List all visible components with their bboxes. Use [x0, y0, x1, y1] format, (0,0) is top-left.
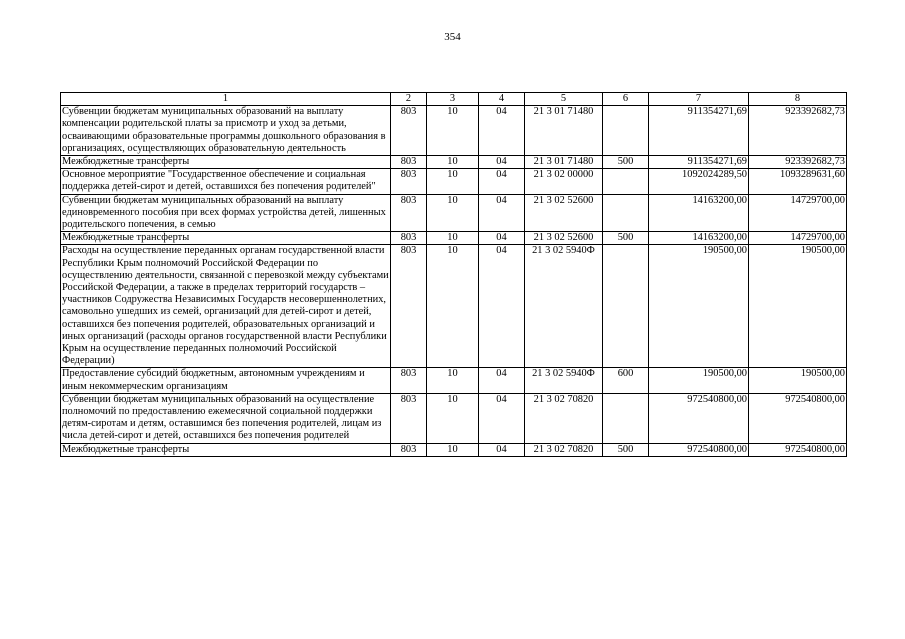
row-amount-7: 190500,00	[649, 368, 749, 393]
row-name: Межбюджетные трансферты	[61, 232, 391, 245]
table-row	[61, 245, 847, 368]
row-name: Межбюджетные трансферты	[61, 443, 391, 456]
row-code-3: 10	[427, 245, 479, 368]
table-row	[61, 393, 847, 443]
row-code-4: 04	[479, 106, 525, 156]
row-name: Основное мероприятие "Государственное обеспечение и социальная поддержка детей-сирот и детей, оставшихся без попечения родителей"	[61, 169, 391, 194]
row-code-2: 803	[391, 443, 427, 456]
row-amount-7: 14163200,00	[649, 194, 749, 232]
table-row	[61, 368, 847, 393]
row-name: Предоставление субсидий бюджетным, автономным учреждениям и иным некоммерческим организациям	[61, 368, 391, 393]
row-name: Межбюджетные трансферты	[61, 156, 391, 169]
row-code-4: 04	[479, 169, 525, 194]
row-code-2: 803	[391, 106, 427, 156]
row-name: Субвенции бюджетам муниципальных образований на выплату единовременного пособия при всех формах устройства детей, лишенных родительского попечения, в семью	[61, 194, 391, 232]
row-code-6	[603, 245, 649, 368]
header-col-8: 8	[749, 93, 847, 106]
row-code-5: 21 3 02 5940Ф	[525, 368, 603, 393]
row-code-6	[603, 393, 649, 443]
row-amount-8: 190500,00	[749, 368, 847, 393]
table-row	[61, 232, 847, 245]
row-code-6	[603, 194, 649, 232]
row-code-2: 803	[391, 232, 427, 245]
header-col-5: 5	[525, 93, 603, 106]
row-code-3: 10	[427, 368, 479, 393]
row-amount-8: 923392682,73	[749, 106, 847, 156]
row-code-6	[603, 169, 649, 194]
row-code-3: 10	[427, 169, 479, 194]
row-code-4: 04	[479, 232, 525, 245]
row-code-4: 04	[479, 156, 525, 169]
row-amount-7: 911354271,69	[649, 156, 749, 169]
header-col-3: 3	[427, 93, 479, 106]
row-code-3: 10	[427, 232, 479, 245]
row-code-2: 803	[391, 245, 427, 368]
table-row	[61, 169, 847, 194]
table-row	[61, 106, 847, 156]
row-amount-8: 14729700,00	[749, 232, 847, 245]
budget-table	[60, 92, 847, 457]
row-code-6: 500	[603, 156, 649, 169]
row-amount-7: 1092024289,50	[649, 169, 749, 194]
row-amount-8: 14729700,00	[749, 194, 847, 232]
row-code-6	[603, 106, 649, 156]
row-code-6: 600	[603, 368, 649, 393]
header-row	[61, 93, 847, 106]
header-col-7: 7	[649, 93, 749, 106]
row-code-4: 04	[479, 194, 525, 232]
row-code-5: 21 3 02 52600	[525, 232, 603, 245]
row-amount-8: 972540800,00	[749, 393, 847, 443]
row-code-6: 500	[603, 232, 649, 245]
row-code-3: 10	[427, 194, 479, 232]
header-col-4: 4	[479, 93, 525, 106]
row-name: Расходы на осуществление переданных органам государственной власти Республики Крым полномочий Российской Федерации по осуществлению деятельности, связанной с перевозкой между субъектами Российской Федерации, а также в пределах территорий государств – участников Содружества Независимых Государств несовершеннолетних, самовольно ушедших из семей, организаций для детей-сирот и детей, оставшихся без попечения родителей, образовательных организаций и иных организаций (расходы органов государственной власти Республики Крым на осуществление переданных полномочий Российской Федерации)	[62, 245, 389, 367]
row-code-5: 21 3 01 71480	[525, 106, 603, 156]
row-code-5: 21 3 02 70820	[525, 443, 603, 456]
row-code-2: 803	[391, 156, 427, 169]
row-code-4: 04	[479, 443, 525, 456]
row-code-2: 803	[391, 368, 427, 393]
row-code-5: 21 3 02 70820	[525, 393, 603, 443]
row-code-2: 803	[391, 169, 427, 194]
row-code-2: 803	[391, 194, 427, 232]
row-code-4: 04	[479, 368, 525, 393]
row-amount-8: 923392682,73	[749, 156, 847, 169]
page-number: 354	[444, 31, 461, 43]
row-code-5: 21 3 02 52600	[525, 194, 603, 232]
row-code-3: 10	[427, 393, 479, 443]
row-code-5: 21 3 01 71480	[525, 156, 603, 169]
header-col-2: 2	[391, 93, 427, 106]
row-code-3: 10	[427, 443, 479, 456]
header-col-1: 1	[61, 93, 391, 106]
row-amount-7: 911354271,69	[649, 106, 749, 156]
row-amount-7: 972540800,00	[649, 393, 749, 443]
row-code-3: 10	[427, 156, 479, 169]
row-code-5: 21 3 02 5940Ф	[525, 245, 603, 368]
table-row	[61, 156, 847, 169]
row-amount-7: 14163200,00	[649, 232, 749, 245]
row-code-2: 803	[391, 393, 427, 443]
row-code-6: 500	[603, 443, 649, 456]
row-name: Субвенции бюджетам муниципальных образований на осуществление полномочий по предоставлению ежемесячной социальной поддержки детям-сиротам и детям, оставшимся без попечения родителей, лицам из числа детей-сирот и детей, оставшихся без попечения родителей	[61, 393, 391, 443]
table-row	[61, 443, 847, 456]
row-amount-8: 1093289631,60	[749, 169, 847, 194]
table-row	[61, 194, 847, 232]
row-code-3: 10	[427, 106, 479, 156]
header-col-6: 6	[603, 93, 649, 106]
row-amount-8: 972540800,00	[749, 443, 847, 456]
row-code-4: 04	[479, 393, 525, 443]
row-amount-7: 972540800,00	[649, 443, 749, 456]
row-code-5: 21 3 02 00000	[525, 169, 603, 194]
row-code-4: 04	[479, 245, 525, 368]
row-amount-8: 190500,00	[749, 245, 847, 368]
row-amount-7: 190500,00	[649, 245, 749, 368]
row-name: Субвенции бюджетам муниципальных образований на выплату компенсации родительской платы за присмотр и уход за детьми, осваивающими образовательные программы дошкольного образования в организациях, осуществляющих образовательную деятельность	[61, 106, 391, 156]
